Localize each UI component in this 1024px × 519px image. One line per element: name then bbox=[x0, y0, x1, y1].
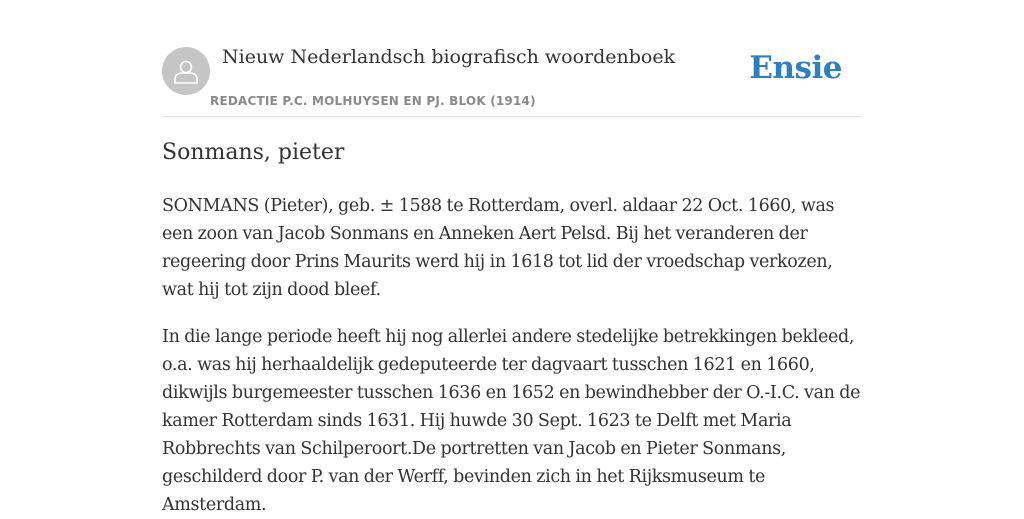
brand-logo[interactable]: Ensie bbox=[749, 50, 842, 86]
article-title: Sonmans, pieter bbox=[162, 140, 345, 165]
article-paragraph: SONMANS (Pieter), geb. ± 1588 te Rotterdam, overl. aldaar 22 Oct. 1660, was een zoon van Jacob Sonmans en Anneken Aert Pelsd. Bij het veranderen der regeering door Prins Maurits werd hij in 1618 tot lid der vroedschap verkozen, wat hij tot zijn dood bleef. bbox=[162, 196, 835, 300]
editors-line: REDACTIE P.C. MOLHUYSEN EN PJ. BLOK (1914) bbox=[210, 94, 536, 108]
user-icon bbox=[173, 57, 199, 85]
book-title[interactable]: Nieuw Nederlandsch biografisch woordenboek bbox=[222, 46, 676, 68]
article-paragraph: In die lange periode heeft hij nog allerlei andere stedelijke betrekkingen bekleed, o.a. was hij herhaaldelijk gedeputeerde ter dagvaart tusschen 1621 en 1660, dikwijls burgemeester tusschen 1636 en 1652 en bewindhebber der O.-I.C. van de kamer Rotterdam sinds 1631. Hij huwde 30 Sept. 1623 te Delft met Maria Robbrechts van Schilperoort.De portretten van Jacob en Pieter Sonmans, geschilderd door P. van der Werff, bevinden zich in het Rijksmuseum te Amsterdam. bbox=[162, 327, 861, 515]
page-content bbox=[162, 0, 862, 515]
avatar[interactable] bbox=[162, 47, 210, 95]
source-header bbox=[162, 0, 862, 117]
